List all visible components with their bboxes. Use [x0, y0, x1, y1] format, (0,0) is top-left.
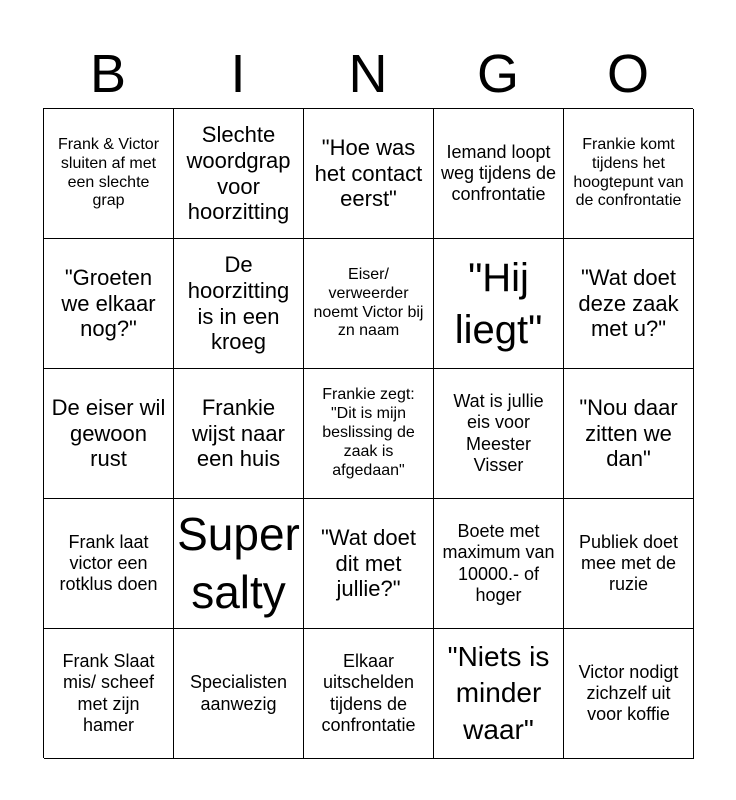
- bingo-cell[interactable]: Frank laat victor een rotklus doen: [44, 499, 174, 629]
- bingo-cell[interactable]: Victor nodigt zichzelf uit voor koffie: [564, 629, 694, 759]
- bingo-cell[interactable]: De eiser wil gewoon rust: [44, 369, 174, 499]
- bingo-cell[interactable]: "Hoe was het contact eerst": [304, 109, 434, 239]
- bingo-cell[interactable]: Slechte woordgrap voor hoorzitting: [174, 109, 304, 239]
- bingo-cell[interactable]: Super salty: [174, 499, 304, 629]
- bingo-cell[interactable]: Frankie komt tijdens het hoogtepunt van de confrontatie: [564, 109, 694, 239]
- header-letter-n: N: [348, 44, 388, 104]
- header-letter-o: O: [606, 44, 649, 104]
- bingo-board: [43, 108, 693, 758]
- bingo-cell[interactable]: De hoorzitting is in een kroeg: [174, 239, 304, 369]
- bingo-cell[interactable]: "Hij liegt": [434, 239, 564, 369]
- bingo-cell[interactable]: Boete met maximum van 10000.- of hoger: [434, 499, 564, 629]
- header-letter-i: I: [230, 44, 246, 104]
- bingo-cell[interactable]: Specialisten aanwezig: [174, 629, 304, 759]
- bingo-cell[interactable]: Frankie zegt: "Dit is mijn beslissing de zaak is afgedaan": [304, 369, 434, 499]
- bingo-cell[interactable]: Frank & Victor sluiten af met een slechte grap: [44, 109, 174, 239]
- bingo-cell[interactable]: "Wat doet deze zaak met u?": [564, 239, 694, 369]
- bingo-cell[interactable]: Elkaar uitschelden tijdens de confrontatie: [304, 629, 434, 759]
- bingo-cell[interactable]: Eiser/ verweerder noemt Victor bij zn naam: [304, 239, 434, 369]
- bingo-cell[interactable]: Wat is jullie eis voor Meester Visser: [434, 369, 564, 499]
- bingo-cell[interactable]: Iemand loopt weg tijdens de confrontatie: [434, 109, 564, 239]
- bingo-cell[interactable]: "Nou daar zitten we dan": [564, 369, 694, 499]
- bingo-cell[interactable]: "Wat doet dit met jullie?": [304, 499, 434, 629]
- bingo-header: [43, 40, 693, 108]
- bingo-cell[interactable]: Frankie wijst naar een huis: [174, 369, 304, 499]
- header-letter-b: B: [89, 44, 127, 104]
- bingo-cell[interactable]: Frank Slaat mis/ scheef met zijn hamer: [44, 629, 174, 759]
- header-letter-g: G: [476, 44, 519, 104]
- bingo-cell[interactable]: "Groeten we elkaar nog?": [44, 239, 174, 369]
- bingo-cell[interactable]: Publiek doet mee met de ruzie: [564, 499, 694, 629]
- bingo-cell[interactable]: "Niets is minder waar": [434, 629, 564, 759]
